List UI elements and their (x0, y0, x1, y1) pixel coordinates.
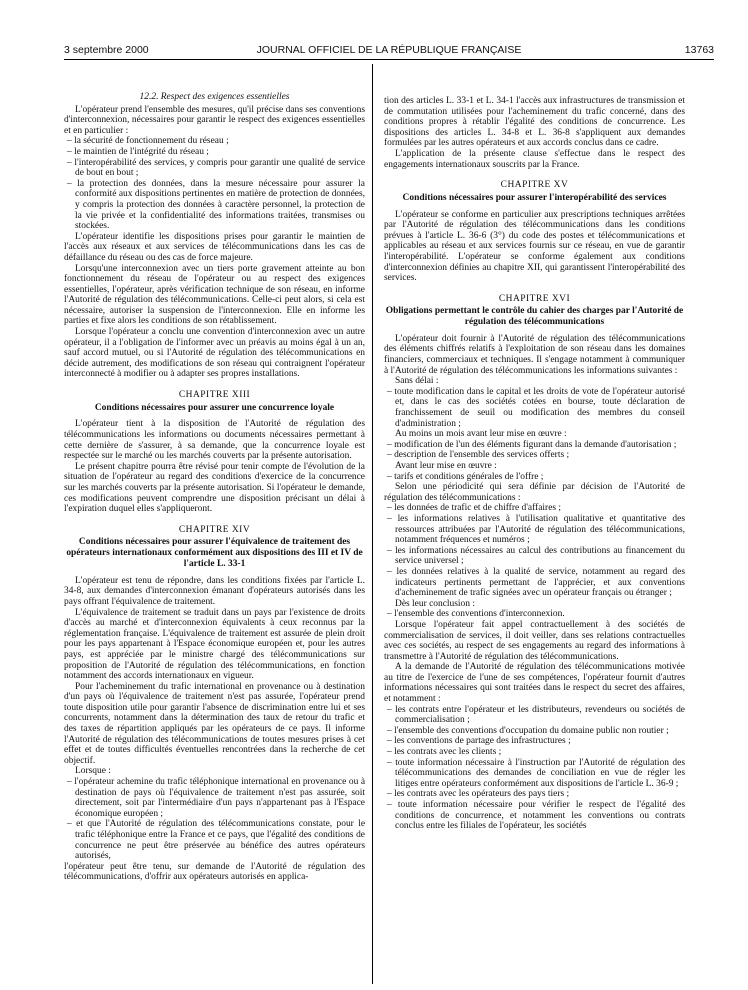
paragraph: L'application de la présente clause s'effectue dans le respect des engagements internationaux souscrits par la France. (384, 148, 685, 170)
chapter-heading: CHAPITRE XVI (498, 293, 571, 304)
list-item: – toute information nécessaire à l'instruction par l'Autorité de régulation des télécommunications des demandes de conciliation en vue de régler les litiges entre opérateurs conformément aux dispositions de l'article L. 36-9 ; (384, 758, 685, 790)
list-item: – l'opérateur achemine du trafic téléphonique international en provenance ou à destination de pays où l'équivalence de traitement n'est pas assurée, soit directement, soit par l'intermédiaire d'un pays n'appartenant pas à l'Espace économique européen ; (64, 777, 365, 819)
list-item: – les contrats avec les clients ; (384, 747, 685, 758)
paragraph: l'opérateur peut être tenu, sur demande de l'Autorité de régulation des télécommunications, d'offrir aux opérateurs autorisés en applica- (64, 861, 365, 883)
list-item: – l'ensemble des conventions d'occupation du domaine public non routier ; (384, 726, 685, 737)
paragraph: L'opérateur doit fournir à l'Autorité de régulation des télécommunications des éléments chiffrés relatifs à l'exploitation de son réseau dans les domaines financiers, commerciaux et techniques. Il s'engage notamment à communiquer à l'Autorité de régulation des télécommunications les informations suivantes : (384, 333, 685, 376)
paragraph: L'opérateur tient à la disposition de l'Autorité de régulation des télécommunications les informations ou documents nécessaires permettant à cette dernière de s'assurer, à sa demande, que la concurrence loyale est respectée sur le marché ou les marchés couverts par la présente autorisation. (64, 419, 365, 462)
section-title: 12.2. Respect des exigences essentielles (139, 92, 290, 102)
paragraph: tion des articles L. 33-1 et L. 34-1 l'accès aux infrastructures de transmission et de commutation utilisées pour l'acheminement du trafic concerné, dans des conditions propres à rétablir l'égalité des conditions de concurrence. Les dispositions des articles L. 34-8 et L. 36-8 s'appliquent aux demandes formulées par les autres opérateurs et aux accords conclus dans ce cadre. (384, 96, 685, 149)
list-item: – la sécurité de fonctionnement du réseau ; (64, 136, 365, 147)
paragraph: Lorsque l'opérateur fait appel contractuellement à des sociétés de commercialisation de services, il doit veiller, dans ses relations contractuelles avec ces sociétés, au respect de ses engagements au regard des informations à transmettre à l'Autorité de régulation des télécommunications. (384, 619, 685, 662)
list-item: – les conventions de partage des infrastructures ; (384, 736, 685, 747)
paragraph: Avant leur mise en œuvre : (395, 461, 497, 472)
paragraph: Au moins un mois avant leur mise en œuvre : (395, 429, 567, 440)
header-page-number: 13763 (684, 44, 714, 56)
header-date: 3 septembre 2000 (64, 44, 149, 56)
list-item: – toute information nécessaire pour vérifier le respect de l'égalité des conditions de concurrence, et notamment les conventions ou contrats conclus entre les filiales de l'opérateur, les sociétés (384, 800, 685, 832)
list-item: – l'ensemble des conventions d'interconnexion. (384, 609, 685, 620)
paragraph: L'opérateur se conforme en particulier aux prescriptions techniques arrêtées par l'Autorité de régulation des télécommunications dans les conditions prévues à l'article L. 36-6 (3°) du code des postes et télécommunications et applicables au réseau et aux services fournis sur ce réseau, en vue de garantir l'interopérabilité. L'opérateur se conforme également aux conditions d'interconnexion définies au chapitre XII, qui garantissent l'interopérabilité des services. (384, 209, 685, 284)
column-divider (372, 64, 373, 984)
paragraph: A la demande de l'Autorité de régulation des télécommunications motivée au titre de l'exercice de l'une de ses compétences, l'opérateur fournit d'autres informations nécessaires qui sont traitées dans le respect du secret des affaires, et notamment : (384, 662, 685, 705)
list-item: – les informations relatives à l'utilisation qualitative et quantitative des ressources attribuées par l'Autorité de régulation des télécommunications, notamment fréquences et numéros ; (384, 514, 685, 546)
bullet-list (384, 387, 685, 429)
paragraph: Le présent chapitre pourra être révisé pour tenir compte de l'évolution de la situation de l'opérateur au regard des conditions d'exercice de la concurrence sur les marchés couverts par la présente autorisation. Si l'opérateur le demande, ces modifications peuvent comprendre une disposition précisant un délai à l'expiration duquel elles s'appliqueront. (64, 461, 365, 515)
paragraph: Selon une périodicité qui sera définie par décision de l'Autorité de régulation des télécommunications : (384, 482, 685, 503)
list-item: – modification de l'un des éléments figurant dans la demande d'autorisation ; (384, 440, 685, 451)
bullet-list (384, 472, 685, 483)
list-item: – la protection des données, dans la mesure nécessaire pour assurer la conformité aux dispositions pertinentes en matière de protection de données, y compris la protection des données à caractère personnel, la protection de la vie privée et la confidentialité des informations traitées, transmises ou stockées. (64, 179, 365, 232)
list-item: – toute modification dans le capital et les droits de vote de l'opérateur autorisé et, dans le cas des sociétés cotées en bourse, toute déclaration de franchissement de seuil ou modification des membres du conseil d'administration ; (384, 387, 685, 429)
right-column (384, 96, 685, 832)
list-item: – les données de trafic et de chiffre d'affaires ; (384, 503, 685, 514)
list-item: – les contrats avec les opérateurs des pays tiers ; (384, 789, 685, 800)
paragraph: L'opérateur identifie les dispositions prises pour garantir le maintien de l'accès aux réseaux et aux services de télécommunications dans les cas de défaillance du réseau ou des cas de force majeure. (64, 231, 365, 263)
list-item: – et que l'Autorité de régulation des télécommunications constate, pour le trafic téléphonique entre la France et ce pays, que l'égalité des conditions de concurrence ne peut être préservée au bénéfice des autres opérateurs autorisés, (64, 819, 365, 861)
paragraph: Dès leur conclusion : (395, 598, 475, 609)
list-item: – description de l'ensemble des services offerts ; (384, 450, 685, 461)
chapter-heading: CHAPITRE XV (500, 180, 569, 191)
chapter-title: Conditions nécessaires pour assurer une concurrence loyale (94, 402, 335, 413)
paragraph: L'opérateur est tenu de répondre, dans les conditions fixées par l'article L. 34-8, aux demandes d'interconnexion émanant d'opérateurs autorisés dans les pays offrant l'équivalence de traitement. (64, 575, 365, 607)
header-title: JOURNAL OFFICIEL DE LA RÉPUBLIQUE FRANÇAISE (256, 44, 522, 56)
left-column (64, 92, 365, 883)
list-item: – les contrats entre l'opérateur et les distributeurs, revendeurs ou sociétés de commercialisation ; (384, 705, 685, 726)
paragraph: Lorsque : (75, 766, 111, 777)
bullet-list (64, 777, 365, 862)
paragraph: L'opérateur prend l'ensemble des mesures, qu'il précise dans ses conventions d'interconnexion, nécessaires pour garantir le respect des exigences essentielles et en particulier : (64, 104, 365, 136)
list-item: – l'interopérabilité des services, y compris pour garantir une qualité de service de bout en bout ; (64, 158, 365, 179)
list-item: – le maintien de l'intégrité du réseau ; (64, 147, 365, 158)
chapter-heading: CHAPITRE XIV (178, 524, 251, 535)
paragraph: Lorsqu'une interconnexion avec un tiers porte gravement atteinte au bon fonctionnement du réseau de l'opérateur ou au respect des exigences essentielles, l'opérateur, après vérification technique de son réseau, en informe l'Autorité de régulation des télécommunications. Celle-ci peut alors, si cela est nécessaire, autoriser la suspension de l'interconnexion. Elle en informe les parties et fixe alors les conditions de son rétablissement. (64, 263, 365, 327)
list-item: – tarifs et conditions générales de l'offre ; (384, 472, 685, 483)
bullet-list (384, 440, 685, 461)
chapter-heading: CHAPITRE XIII (178, 390, 251, 401)
bullet-list (384, 705, 685, 832)
list-item: – les informations nécessaires au calcul des contributions au financement du service universel ; (384, 546, 685, 567)
chapter-title: Conditions nécessaires pour assurer l'équivalence de traitement des opérateurs internationaux conformément aux dispositions des III et IV de l'article L. 33-1 (66, 537, 363, 569)
paragraph: Pour l'acheminement du trafic international en provenance ou à destination d'un pays où l'équivalence de traitement n'est pas assurée, l'opérateur prend toute disposition utile pour garantir l'absence de discrimination entre lui et ses concurrents, notamment dans la détermination des taux de retour du trafic et des taxes de répartition appliqués par les opérateurs de ce pays. Il informe l'Autorité de régulation des télécommunications de toutes mesures prises à cet effet et de toutes difficultés éventuelles rencontrées dans la recherche de cet objectif. (64, 681, 365, 766)
paragraph: Lorsque l'opérateur a conclu une convention d'interconnexion avec un autre opérateur, il a l'obligation de l'informer avec un préavis au moins égal à un an, sauf accord mutuel, ou si l'Autorité de régulation des télécommunications en décide autrement, des modifications de son réseau qui contraignent l'opérateur interconnecté à modifier ou à adapter ses propres installations. (64, 327, 365, 380)
bullet-list (384, 609, 685, 620)
header-rule (64, 59, 714, 60)
paragraph: L'équivalence de traitement se traduit dans un pays par l'existence de droits d'accès au marché et d'interconnexion équivalents à ceux reconnus par la réglementation française. L'équivalence de traitement est assurée de plein droit pour les pays appartenant à l'Espace économique européen et, pour les autres pays, est appréciée par le ministre chargé des télécommunications sur proposition de l'Autorité de régulation des télécommunications, en fonction notamment des accords internationaux en vigueur. (64, 607, 365, 682)
page-header (64, 44, 714, 58)
chapter-title: Conditions nécessaires pour assurer l'interopérabilité des services (402, 192, 667, 203)
bullet-list (64, 136, 365, 231)
chapter-title: Obligations permettant le contrôle du cahier des charges par l'Autorité de régulation des télécommunications (385, 306, 684, 328)
list-item: – les données relatives à la qualité de service, notamment au regard des indicateurs pertinents permettant de l'apprécier, et aux conventions d'acheminement de trafic signées avec un opérateur français ou étranger ; (384, 567, 685, 599)
bullet-list (384, 503, 685, 598)
paragraph: Sans délai : (395, 376, 439, 387)
